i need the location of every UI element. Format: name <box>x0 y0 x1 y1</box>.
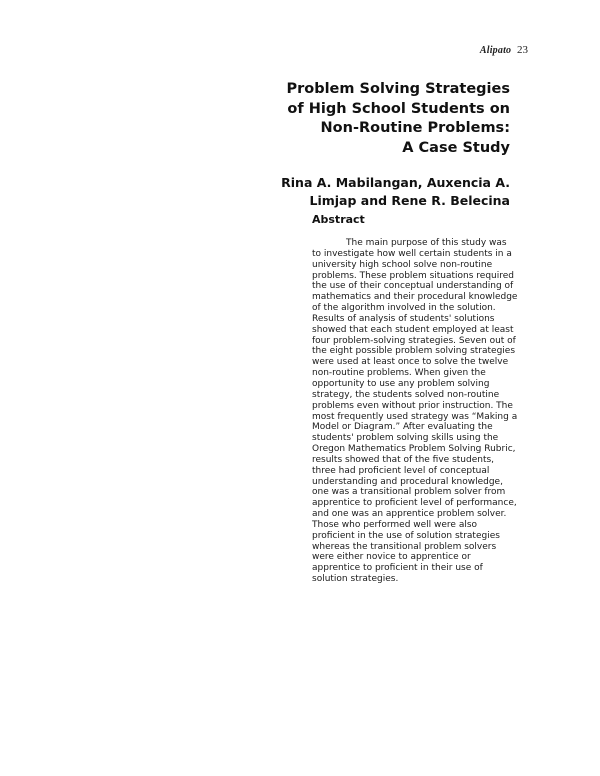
abstract-line: of the algorithm involved in the solution. <box>312 303 496 314</box>
title-line: of High School Students on <box>287 100 510 117</box>
abstract-line: Model or Diagram.” After evaluating the <box>312 422 493 433</box>
abstract-line: opportunity to use any problem solving <box>312 378 490 389</box>
abstract-line: university high school solve non-routine <box>312 259 493 270</box>
abstract-line: one was a transitional problem solver from <box>312 487 506 498</box>
title-line: Problem Solving Strategies <box>286 81 510 97</box>
abstract-line: mathematics and their procedural knowledge <box>312 292 518 303</box>
abstract-line: to investigate how well certain students in a <box>312 248 512 259</box>
abstract-line: students' problem solving skills using the <box>312 433 499 444</box>
abstract-line: the eight possible problem solving strategies <box>312 346 516 357</box>
abstract-line: proficient in the use of solution strategies <box>312 530 500 541</box>
abstract-line: most frequently used strategy was “Making a <box>312 411 518 422</box>
author-line: Limjap and Rene R. Belecina <box>309 193 510 208</box>
abstract-line: three had proficient level of conceptual <box>312 465 490 476</box>
running-head <box>480 44 528 56</box>
abstract-line: problems even without prior instruction. The <box>312 400 513 411</box>
paper-title <box>250 80 510 158</box>
abstract-line: non-routine problems. When given the <box>312 368 486 379</box>
abstract-line: results showed that of the five students, <box>312 454 495 465</box>
abstract-line: were used at least once to solve the twelve <box>312 357 509 368</box>
page-number: 23 <box>517 44 528 56</box>
abstract-line: Those who performed well were also <box>312 519 478 530</box>
abstract-line: Oregon Mathematics Problem Solving Rubric, <box>312 444 516 455</box>
author-line: Rina A. Mabilangan, Auxencia A. <box>281 175 510 190</box>
abstract-line: understanding and procedural knowledge, <box>312 476 503 487</box>
title-line: A Case Study <box>402 139 510 156</box>
abstract-line: The main purpose of this study was <box>346 238 507 248</box>
abstract-body <box>312 238 522 585</box>
abstract-line: solution strategies. <box>312 574 399 585</box>
abstract-heading: Abstract <box>312 213 365 226</box>
title-line: Non-Routine Problems: <box>320 120 510 136</box>
abstract-line: Results of analysis of students' solutions <box>312 313 495 324</box>
abstract-line: and one was an apprentice problem solver. <box>312 509 507 520</box>
abstract-line: problems. These problem situations required <box>312 270 515 281</box>
abstract-line: strategy, the students solved non-routine <box>312 389 500 400</box>
abstract-line: apprentice to proficient level of performance, <box>312 498 517 509</box>
abstract-line: the use of their conceptual understanding of <box>312 281 514 292</box>
abstract-line: showed that each student employed at least <box>312 324 514 335</box>
abstract-line: four problem-solving strategies. Seven out of <box>312 335 516 346</box>
abstract-line: were either novice to apprentice or <box>312 552 471 563</box>
journal-name: Alipato <box>479 45 512 56</box>
abstract-line: whereas the transitional problem solvers <box>312 541 497 552</box>
abstract-line: apprentice to proficient in their use of <box>312 563 483 574</box>
author-list <box>250 174 510 210</box>
